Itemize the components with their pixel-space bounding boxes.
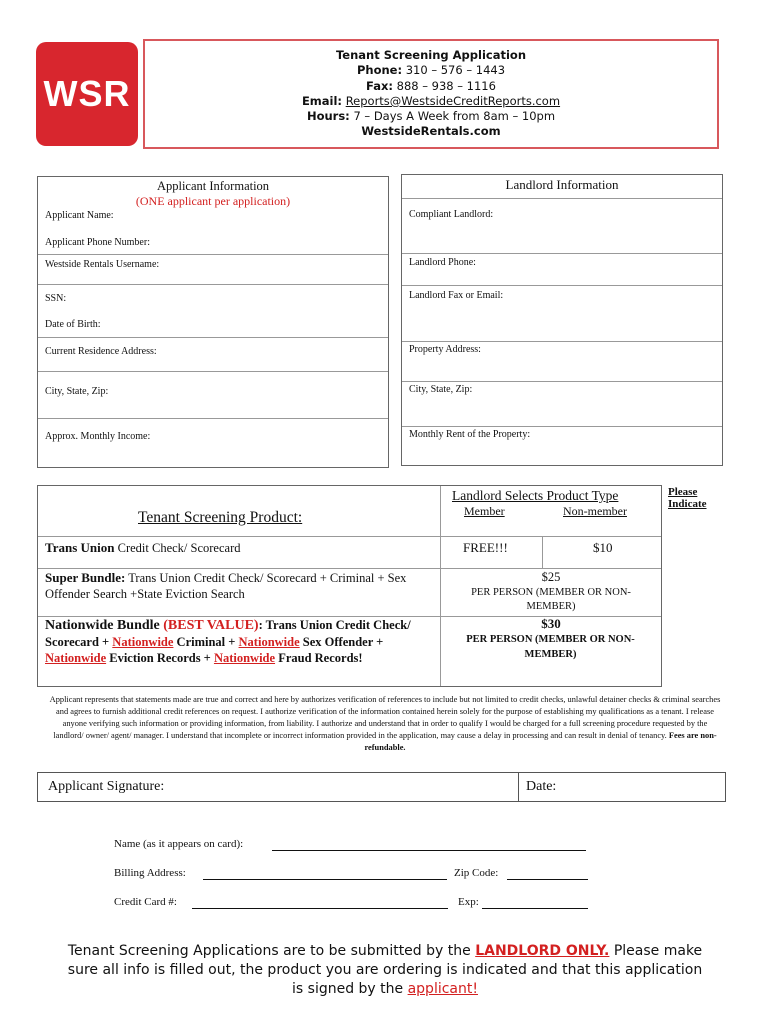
product-3-text: Sex Offender + [299,635,384,649]
phone-number: 310 – 576 – 1443 [405,63,506,78]
footer-text: Please make sure all info is filled out, the product you are ordering is indicated and that this application is signed by the [67,943,703,997]
row-divider [38,568,661,569]
property-address-label: Property Address: [409,344,481,355]
username-label: Westside Rentals Username: [45,259,160,270]
applicant-info-subtitle: (ONE applicant per application) [135,194,291,208]
nonmember-heading: Non-member [563,504,627,518]
zip-code-input[interactable] [507,879,588,880]
member-heading: Member [464,504,505,518]
product-2-label [45,570,435,602]
footer-text: Tenant Screening Applications are to be submitted by the [67,943,476,959]
dob-label: Date of Birth: [45,319,101,330]
nationwide-1: Nationwide [112,635,174,649]
card-name-label: Name (as it appears on card): [114,838,244,850]
date-label: Date: [526,779,557,794]
divider [402,341,722,342]
product-3-text: : Trans Union Credit Check/ Scorecard + [45,618,411,649]
landlord-selects-heading: Landlord Selects Product Type [452,488,619,503]
landlord-only: LANDLORD ONLY. [475,943,610,959]
product-3-text: Fraud Records! [275,651,363,665]
applicant-city-label: City, State, Zip: [45,386,109,397]
email-link[interactable]: Reports@WestsideCreditReports.com [345,93,561,108]
product-1-name: Trans Union [45,540,115,555]
header-title: Tenant Screening Application [335,48,527,62]
footer-instructions [60,942,710,999]
card-name-input[interactable] [272,850,586,851]
applicant-signature-label: Applicant Signature: [48,779,165,794]
divider [402,253,722,254]
ssn-label: SSN: [45,293,67,304]
product-3-best-value: (BEST VALUE) [163,618,259,633]
divider [402,285,722,286]
monthly-rent-label: Monthly Rent of the Property: [409,429,531,440]
divider [38,284,388,285]
product-3-name: Nationwide Bundle [45,618,164,633]
product-1-nonmember-price[interactable]: $10 [593,540,613,555]
applicant-name-label: Applicant Name: [45,210,114,221]
nationwide-3: Nationwide [45,651,107,665]
disclaimer-text: Applicant represents that statements made are true and correct and here by authorizes verification of references to include but not limited to credit checks, unlawful detainer checks & criminal searches and agrees to furnish additional credit references on request. I authorize verification of the information contained herein solely for the purpose of establishing my qualifications as a tenant. I release anyone verifying such information or providing information, from liability. I authorize and understand that in order to qualify I would be charged for a full screening procedure requested by the landlord/ owner/ agent/ manager. I understand that incomplete or incorrect information provided in the application, may cause a delay in processing and can result in denial of tenancy. [49,695,721,740]
applicant-info-title: Applicant Information [156,179,270,193]
monthly-income-label: Approx. Monthly Income: [45,431,151,442]
applicant-info-box [37,176,389,468]
nationwide-4: Nationwide [213,651,276,665]
landlord-city-label: City, State, Zip: [409,384,473,395]
signature-box [37,772,726,802]
row-divider [38,536,661,537]
product-3-text: Eviction Records + [106,651,214,665]
compliant-landlord-label: Compliant Landlord: [409,209,494,220]
product-2-name: Super Bundle: [45,570,126,585]
product-title: Tenant Screening Product: [138,509,303,526]
divider [402,426,722,427]
zip-code-label: Zip Code: [454,867,499,879]
wsr-logo [36,42,138,146]
date-field[interactable] [568,773,723,801]
product-1-desc: Credit Check/ Scorecard [114,541,241,555]
product-1-member-price[interactable]: FREE!!! [463,540,508,555]
hours-label: Hours: [306,109,350,124]
credit-card-label: Credit Card #: [114,896,177,908]
product-2-price[interactable]: $25 [541,570,561,584]
product-3-label [45,617,425,666]
fees-nonrefundable: Fees are non-refundable. [364,730,717,752]
exp-label: Exp: [458,896,479,908]
applicant-emphasis: applicant! [407,981,478,997]
residence-address-label: Current Residence Address: [45,346,157,357]
landlord-fax-email-label: Landlord Fax or Email: [409,290,504,301]
product-1-label [45,540,240,556]
exp-input[interactable] [482,908,588,909]
header-contact-box [143,39,719,149]
applicant-phone-label: Applicant Phone Number: [45,237,150,248]
landlord-phone-label: Landlord Phone: [409,257,476,268]
product-3-price[interactable]: $30 [541,616,561,631]
divider [38,337,388,338]
billing-address-label: Billing Address: [114,867,186,879]
product-3-note: PER PERSON (MEMBER OR NON-MEMBER) [466,634,635,660]
product-3-text: Criminal + [173,635,239,649]
fax-label: Fax: [366,78,393,93]
divider [38,254,388,255]
landlord-info-box [401,174,723,466]
col-divider [542,536,543,568]
credit-card-input[interactable] [192,908,448,909]
indicate-text: Indicate [668,498,707,510]
hours-text: 7 – Days A Week from 8am – 10pm [353,109,556,124]
billing-address-input[interactable] [203,879,447,880]
disclaimer [48,694,722,754]
nationwide-2: Nationwide [238,635,300,649]
fax-number: 888 – 938 – 1116 [396,78,496,93]
col-divider [440,486,441,686]
divider [38,371,388,372]
website-text: WestsideRentals.com [361,124,501,139]
please-text: Please [668,486,698,498]
logo-text: WSR [43,73,131,114]
landlord-info-title: Landlord Information [505,177,619,192]
product-2-note: PER PERSON (MEMBER OR NON-MEMBER) [471,587,631,612]
product-table [37,485,662,687]
email-label: Email: [301,93,343,108]
signature-field[interactable] [48,773,513,801]
please-indicate [668,486,707,510]
divider [402,198,722,199]
divider [402,381,722,382]
divider [38,418,388,419]
product-2-desc: Trans Union Credit Check/ Scorecard + Criminal + Sex Offender Search +State Eviction Search [45,571,407,601]
phone-label: Phone: [356,63,403,78]
signature-divider [518,773,519,801]
